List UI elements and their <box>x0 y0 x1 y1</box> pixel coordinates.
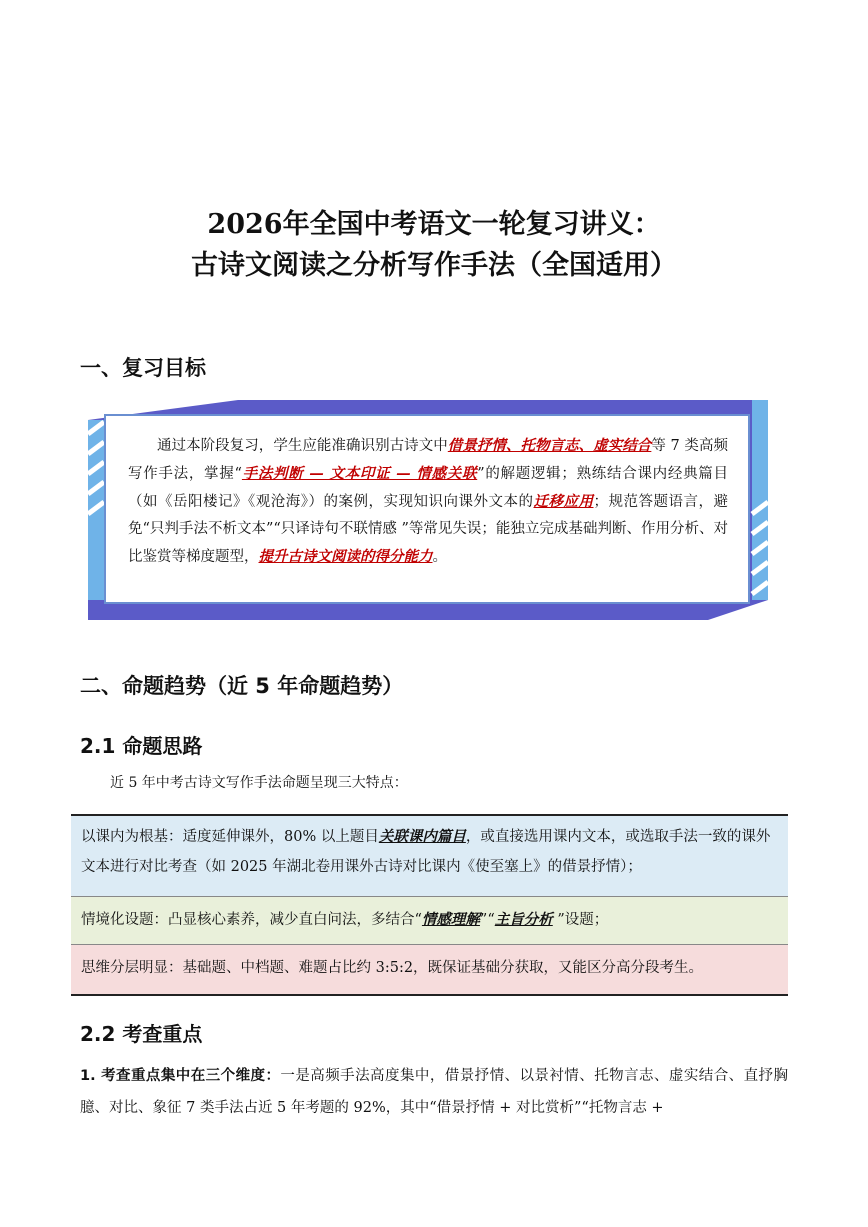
trend-item-2: 情境化设题：凸显核心素养，减少直白问法，多结合“情感理解”“主旨分析 ”设题； <box>71 896 788 944</box>
emphasis-score: 提升古诗文阅读的得分能力 <box>258 548 433 565</box>
subsection-heading-ideas: 2.1 命题思路 <box>80 734 203 758</box>
section-heading-trends: 二、命题趋势（近 5 年命题趋势） <box>80 674 404 698</box>
subsection-heading-focus: 2.2 考查重点 <box>80 1022 203 1046</box>
document-title-line1: 2026年全国中考语文一轮复习讲义： <box>207 209 661 240</box>
document-title-line2: 古诗文阅读之分析写作手法（全国适用） <box>191 250 677 281</box>
section-heading-goals: 一、复习目标 <box>80 356 206 380</box>
trend-item-1: 以课内为根基：适度延伸课外，80% 以上题目关联课内篇目，或直接选用课内文本，或选取手法一致的课外文本进行对比考查（如 2025 年湖北卷用课外古诗对比课内《使至塞上》的借景抒情）； <box>71 814 788 896</box>
trend-item-3: 思维分层明显：基础题、中档题、难题占比约 3:5:2，既保证基础分获取，又能区分高分段考生。 <box>71 944 788 996</box>
goal-paragraph: 通过本阶段复习，学生应能准确识别古诗文中借景抒情、托物言志、虚实结合等 7 类高频写作手法，掌握“手法判断 — 文本印证 — 情感关联”的解题逻辑；熟练结合课内经典篇目（如《岳阳楼记》《观沧海》）的案例，实现知识向课外文本的迁移应用；规范答题语言，避免“只判手法不析文本”“只译诗句不联情感 ”等常见失误；能独立完成基础判断、作用分析、对比鉴赏等梯度题型，提升古诗文阅读的得分能力。 <box>128 437 729 565</box>
emphasis-logic: 手法判断 — 文本印证 — 情感关联 <box>241 465 478 482</box>
emphasis-techniques: 借景抒情、托物言志、虚实结合 <box>447 437 652 454</box>
focus-paragraph: 1. 考查重点集中在三个维度：一是高频手法高度集中，借景抒情、以景衬情、托物言志、虚实结合、直抒胸臆、对比、象征 7 类手法占近 5 年考题的 92%，其中“借景抒情 + 对比赏析”“托物言志 + <box>80 1068 788 1116</box>
trend-intro: 近 5 年中考古诗文写作手法命题呈现三大特点： <box>110 775 408 791</box>
emphasis-transfer: 迁移应用 <box>533 493 594 510</box>
